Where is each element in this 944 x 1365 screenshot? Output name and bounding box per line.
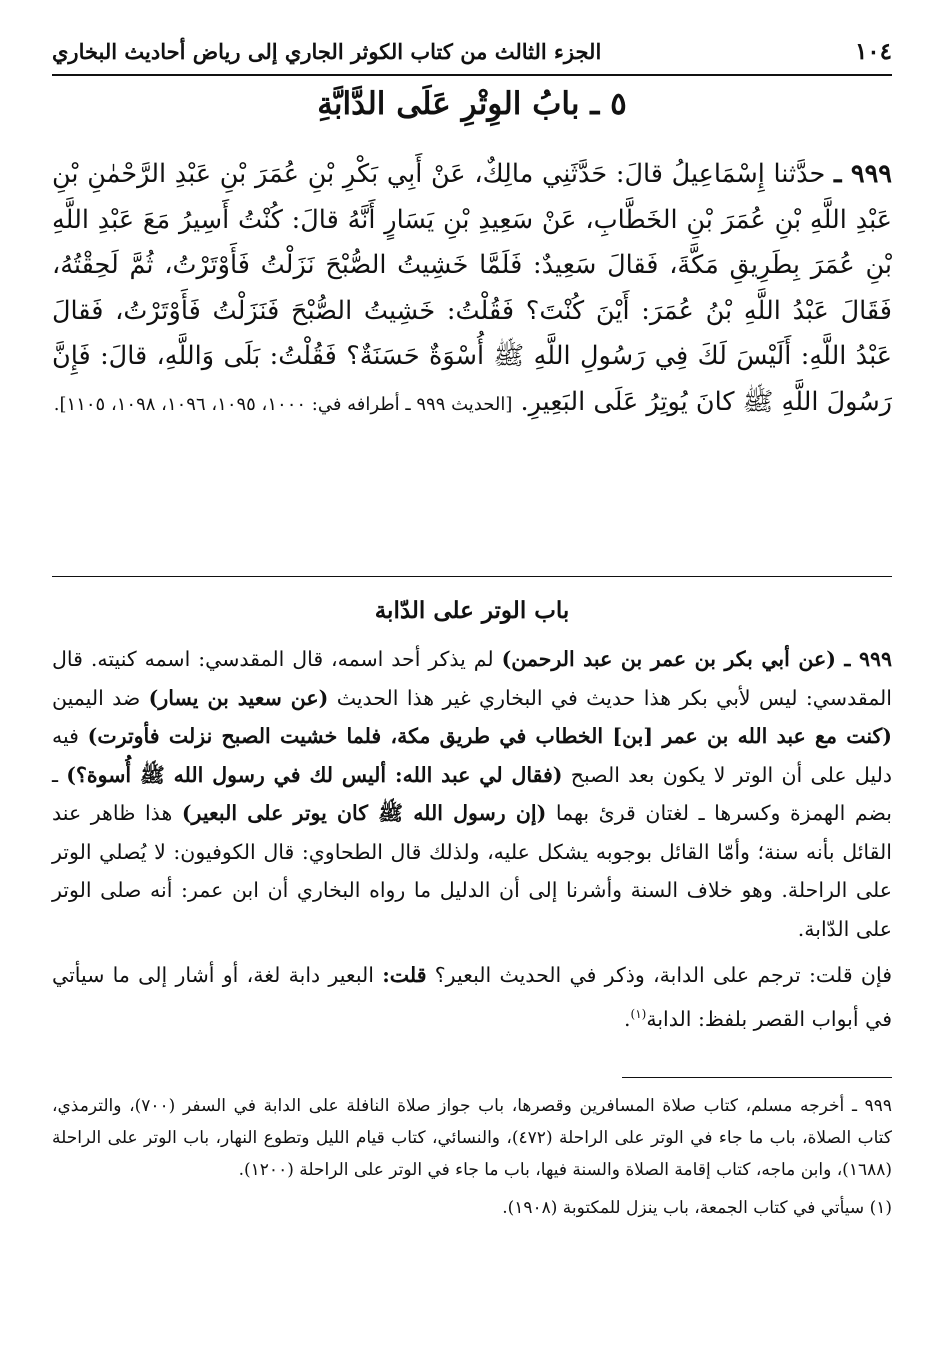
footnotes	[52, 1090, 892, 1230]
header-rule	[52, 74, 892, 76]
commentary-body	[52, 640, 892, 1046]
commentary-paragraph	[52, 956, 892, 1038]
commentary-quote: (كنت مع عبد الله بن عمر [بن] الخطاب في طريق مكة، فلما خشيت الصبح نزلت فأوترت)	[87, 724, 892, 748]
commentary-text: فإن قلت: ترجم على الدابة، وذكر في الحديث البعير؟	[426, 963, 892, 987]
commentary-quote: (عن سعيد بن يسار)	[148, 685, 329, 710]
commentary-text: البعير دابة لغة، أو أشار إلى ما سيأتي في أبواب القصر بلفظ: الدابة	[52, 963, 892, 1031]
commentary-quote: (فقال لي عبد الله: أليس لك في رسول الله ﷺ أُسوة؟)	[66, 762, 563, 787]
commentary-quote: قلت:	[382, 963, 427, 987]
footnote-item: ٩٩٩ ـ أخرجه مسلم، كتاب صلاة المسافرين وقصرها، باب جواز صلاة النافلة على الدابة في السفر (٧٠٠)، والترمذي، كتاب الصلاة، باب ما جاء في الوتر على الراحلة (٤٧٢)، والنسائي، كتاب قيام الليل وتطوع النهار، باب الوتر على الراحلة (١٦٨٨)، وابن ماجه، كتاب إقامة الصلاة والسنة فيها، باب ما جاء في الوتر على الراحلة (١٢٠٠).	[52, 1096, 893, 1180]
chapter-title: ٥ ـ بابُ الوِتْرِ عَلَى الدَّابَّةِ	[317, 86, 627, 122]
hadith-text-block	[52, 152, 892, 427]
commentary-quote: (إن رسول الله ﷺ كان يوتر على البعير)	[181, 801, 547, 825]
footnote-marker: (١)	[630, 1006, 647, 1021]
hadith-references: [الحديث ٩٩٩ ـ أطرافه في: ١٠٠٠، ١٠٩٥، ١٠٩٦، ١٠٩٨، ١١٠٥].	[53, 393, 513, 415]
commentary-text: فيه دليل على أن الوتر لا يكون بعد الصبح	[52, 724, 892, 787]
hadith-text: حدَّثنا إِسْمَاعِيلُ قالَ: حَدَّثَنِي مالِكٌ، عَنْ أَبِي بَكْرِ بْنِ عُمَرَ بْنِ عَبْدِ الرَّحْمٰنِ بْنِ عَبْدِ اللَّهِ بْنِ عُمَرَ بْنِ الخَطَّابِ، عَنْ سَعِيدِ بْنِ يَسَارٍ أَنَّهُ قالَ: كُنْتُ أَسِيرُ مَعَ عَبْدِ اللَّهِ بْنِ عُمَرَ بِطَرِيقِ مَكَّةَ، فَقالَ سَعِيدٌ: فَلَمَّا خَشِيتُ الصُّبْحَ نَزَلْتُ فَأَوْتَرْتُ، ثُمَّ لَحِقْتُهُ، فَقَالَ عَبْدُ اللَّهِ بْنُ عُمَرَ: أَيْنَ كُنْتَ؟ فَقُلْتُ: خَشِيتُ الصُّبْحَ فَنَزَلْتُ فَأَوْتَرْتُ، فَقالَ عَبْدُ اللَّهِ: أَلَيْسَ لَكَ فِي رَسُولِ اللَّهِ ﷺ أُسْوَةٌ حَسَنَةٌ؟ فَقُلْتُ: بَلَى وَاللَّهِ، قالَ: فَإِنَّ رَسُولَ اللَّهِ ﷺ كانَ يُوتِرُ عَلَى البَعِيرِ.	[52, 159, 892, 417]
commentary-text: هذا ظاهر عند القائل بأنه سنة؛ وأمّا القائل بوجوبه يشكل عليه، ولذلك قال الطحاوي: قال الكوفيون: لا يُصلي الوتر على الراحلة. وهو خلاف السنة وأشرنا إلى أن الدليل ما رواه البخاري أن ابن عمر: أنه صلى الوتر على الدّابة.	[52, 801, 892, 941]
hadith-number: ٩٩٩ ـ	[833, 159, 892, 189]
commentary-text: .	[623, 1006, 631, 1031]
commentary-quote: ٩٩٩ ـ (عن أبي بكر بن عمر بن عبد الرحمن)	[501, 647, 892, 671]
commentary-text: ضد اليمين	[52, 685, 149, 710]
commentary-text: لم يذكر أحد اسمه، قال المقدسي: اسمه كنيته. قال المقدسي: ليس لأبي بكر هذا حديث في البخاري غير هذا الحديث	[52, 647, 892, 710]
commentary-text: ـ بضم الهمزة وكسرها ـ لغتان قرئ بهما	[52, 762, 892, 825]
running-head	[52, 30, 892, 72]
running-title: الجزء الثالث من كتاب الكوثر الجاري إلى رياض أحاديث البخاري	[52, 38, 602, 64]
footnote-item: (١) سيأتي في كتاب الجمعة، باب ينزل للمكتوبة (١٩٠٨).	[502, 1198, 892, 1218]
footnote-divider	[622, 1077, 892, 1078]
page-number: ١٠٤	[854, 37, 892, 65]
commentary-paragraph	[52, 640, 892, 948]
commentary-title: باب الوتر على الدّابة	[374, 597, 570, 624]
section-divider	[52, 576, 892, 577]
